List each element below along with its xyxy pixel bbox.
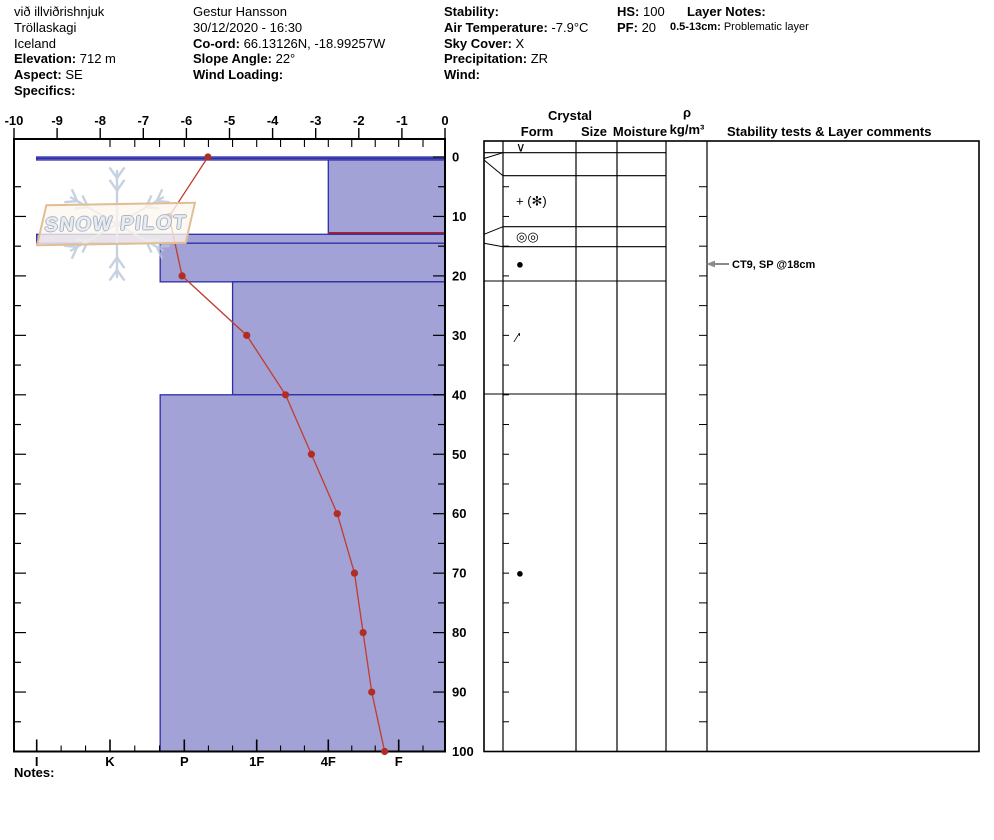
temperature-point: [204, 153, 211, 160]
snowflake-branch: [157, 246, 170, 247]
temperature-point: [178, 272, 185, 279]
density-symbol-header: ρ: [682, 105, 692, 120]
hs-line: HS: 100: [617, 4, 665, 19]
stability-comments-header: Stability tests & Layer comments: [727, 124, 932, 139]
aspect-line: Aspect: SE: [14, 67, 83, 83]
temperature-point: [282, 391, 289, 398]
snow-layer: [328, 160, 445, 234]
crystal-table-frame: [484, 141, 979, 752]
crystal-form-symbol: ●: [516, 565, 524, 581]
temp-axis-label: -8: [94, 113, 106, 128]
elevation-line: Elevation: 712 m: [14, 51, 116, 67]
snow-layer: [160, 243, 445, 282]
hardness-axis-label: P: [179, 754, 189, 769]
density-unit-header: kg/m³: [669, 122, 705, 137]
depth-axis-label: 30: [452, 327, 467, 343]
specifics-line: Specifics:: [14, 82, 76, 98]
temp-axis-label: -9: [51, 113, 63, 128]
crystal-form-symbol: ∕ʹ: [516, 330, 521, 345]
snow-layer: [160, 395, 445, 752]
crystal-header: Crystal: [547, 108, 593, 123]
layer-tie-diagonal: [484, 153, 503, 159]
temperature-point: [368, 688, 375, 695]
temp-axis-label: -5: [223, 113, 236, 128]
hardness-axis-label: 1F: [249, 754, 265, 769]
layer-note-line: 0.5-13cm: Problematic layer: [670, 20, 809, 33]
depth-axis-label: 10: [452, 208, 467, 224]
stability-line: Stability:: [444, 4, 499, 19]
temp-axis-label: 0: [441, 113, 449, 128]
snow-layer: [233, 282, 445, 395]
observer-name: Gestur Hansson: [193, 4, 287, 19]
layer-tie-diagonal: [484, 160, 503, 176]
slope-angle-line: Slope Angle: 22°: [193, 51, 296, 67]
air-temp-line: Air Temperature: -7.9°C: [444, 19, 589, 35]
wind-loading-line: Wind Loading:: [193, 67, 284, 83]
pf-line: PF: 20: [617, 19, 657, 35]
layer-tie-diagonal: [484, 227, 503, 235]
temp-axis-label: -4: [266, 113, 279, 128]
temperature-point: [381, 748, 388, 755]
depth-axis-label: 100: [452, 744, 474, 759]
depth-axis-label: 60: [452, 506, 467, 522]
crystal-form-symbol: ◎◎: [516, 229, 539, 245]
temp-axis-label: -7: [137, 113, 150, 128]
snowpilot-watermark: [36, 202, 196, 247]
depth-axis-label: 80: [452, 625, 467, 641]
snow-layers-group: [37, 157, 445, 752]
depth-axis-label: 70: [452, 565, 467, 581]
temperature-point: [243, 332, 250, 339]
temp-axis-label: -6: [180, 113, 193, 128]
location-region: Tröllaskagi: [14, 19, 77, 35]
snowflake-branch: [64, 246, 77, 247]
moisture-header: Moisture: [612, 124, 668, 139]
snowpilot-watermark-text: SNOW PILOT: [43, 211, 189, 236]
snowflake-branch: [64, 201, 77, 202]
depth-axis-label: 20: [452, 268, 467, 284]
temperature-point: [360, 629, 367, 636]
depth-axis-label: 40: [452, 387, 467, 403]
hardness-axis-label: 4F: [320, 754, 336, 769]
layer-tie-diagonal: [484, 243, 503, 246]
temp-axis-label: -10: [4, 113, 24, 128]
size-header: Size: [580, 124, 607, 139]
hardness-axis-label: I: [34, 754, 39, 769]
temp-axis-label: -2: [353, 113, 365, 128]
temperature-point: [308, 451, 315, 458]
notes-label: Notes:: [14, 765, 55, 780]
temperature-point: [351, 570, 358, 577]
depth-axis-label: 0: [452, 149, 460, 165]
coord-line: Co-ord: 66.13126N, -18.99257W: [193, 35, 386, 51]
location-country: Iceland: [14, 35, 56, 51]
hardness-axis-label: F: [394, 754, 403, 769]
wind-line: Wind:: [444, 67, 480, 83]
crystal-form-symbol: ●: [516, 256, 524, 272]
temp-axis-label: -3: [309, 113, 322, 128]
observation-datetime: 30/12/2020 - 16:30: [193, 19, 303, 35]
crystal-form-symbol: + (✻): [516, 193, 547, 209]
temp-axis-label: -1: [396, 113, 408, 128]
depth-axis-label: 50: [452, 446, 467, 462]
hardness-axis-label: K: [105, 754, 115, 769]
location-name: við illviðrishnjuk: [14, 4, 105, 19]
precipitation-line: Precipitation: ZR: [444, 51, 549, 67]
sky-cover-line: Sky Cover: X: [444, 35, 525, 51]
layer-notes-title: Layer Notes:: [687, 4, 766, 19]
stability-test-label: CT9, SP @18cm: [732, 259, 816, 272]
temperature-point: [334, 510, 341, 517]
form-header: Form: [520, 124, 554, 139]
crystal-form-symbol: ∨: [516, 139, 526, 155]
depth-axis-label: 90: [452, 684, 467, 700]
